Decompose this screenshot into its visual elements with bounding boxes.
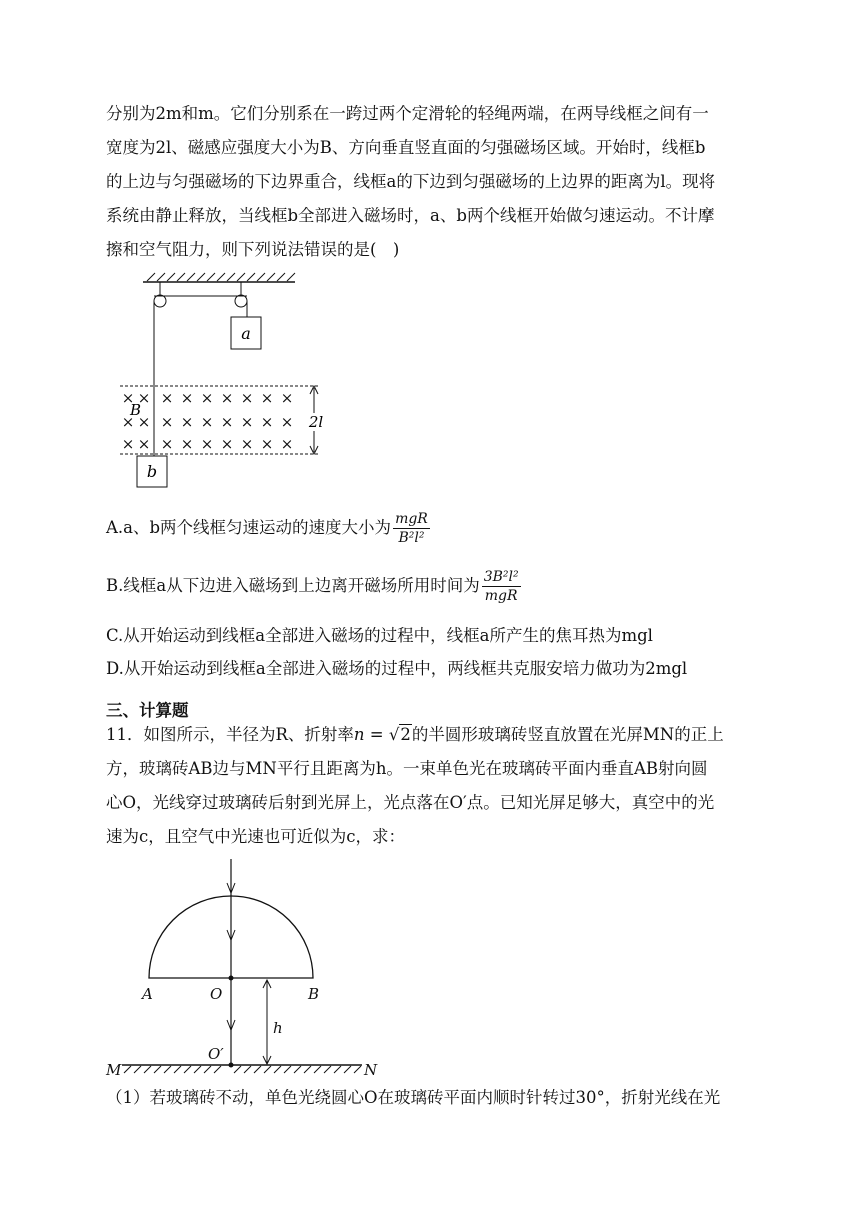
problem11-sub1: （1）若玻璃砖不动，单色光绕圆心O在玻璃砖平面内顺时针转过30°，折射光线在光 — [106, 1088, 721, 1107]
svg-text:×: × — [137, 435, 151, 453]
label-O: O — [210, 985, 223, 1003]
svg-text:×: × — [200, 389, 214, 407]
label-b: b — [146, 462, 158, 481]
label-M: M — [106, 1061, 122, 1079]
svg-text:×: × — [280, 435, 294, 453]
label-B: B — [130, 401, 142, 419]
svg-text:×: × — [121, 435, 135, 453]
svg-text:×: × — [121, 389, 135, 407]
svg-text:×: × — [220, 389, 234, 407]
svg-text:×: × — [200, 413, 214, 431]
problem10-line-3: 的上边与匀强磁场的下边界重合，线框a的下边到匀强磁场的上边界的距离为l。现将 — [106, 172, 716, 191]
svg-text:×: × — [240, 413, 254, 431]
svg-text:×: × — [260, 389, 274, 407]
svg-text:×: × — [121, 413, 135, 431]
svg-text:×: × — [137, 413, 151, 431]
label-2l: 2l — [308, 413, 324, 431]
problem11-line-4: 速为c，且空气中光速也可近似为c，求： — [106, 827, 405, 846]
problem11-line-1: 11．如图所示，半径为R、折射率n = √2的半圆形玻璃砖竖直放置在光屏MN的正上 — [106, 725, 724, 744]
label-N: N — [364, 1061, 378, 1079]
svg-text:×: × — [160, 435, 174, 453]
svg-text:×: × — [220, 413, 234, 431]
label-A: A — [142, 985, 153, 1003]
svg-text:×: × — [240, 389, 254, 407]
label-a: a — [241, 324, 251, 343]
label-B: B — [308, 985, 320, 1003]
section-title: 三、计算题 — [106, 701, 189, 720]
svg-text:×: × — [260, 435, 274, 453]
svg-text:×: × — [280, 389, 294, 407]
svg-text:×: × — [240, 435, 254, 453]
svg-text:×: × — [180, 413, 194, 431]
svg-text:×: × — [200, 435, 214, 453]
problem11-line-3: 心O，光线穿过玻璃砖后射到光屏上，光点落在O′点。已知光屏足够大，真空中的光 — [106, 793, 715, 812]
pulley-magnetic-field-figure — [110, 270, 330, 492]
option-a: A.a、b两个线框匀速运动的速度大小为 $\frac{\text{mgR}}{\text{B²l²}}$ — [106, 511, 428, 546]
problem10-line-5: 擦和空气阻力，则下列说法错误的是( ) — [106, 240, 400, 259]
label-O-prime: O′ — [208, 1045, 224, 1063]
svg-text:×: × — [280, 413, 294, 431]
problem11-line-2: 方，玻璃砖AB边与MN平行且距离为h。一束单色光在玻璃砖平面内垂直AB射向圆 — [106, 759, 708, 778]
option-b: B.线框a从下边进入磁场到上边离开磁场所用时间为 $\frac{\text{3B²l²}}{\text{mgR}}$ — [106, 569, 519, 604]
svg-text:×: × — [160, 413, 174, 431]
problem10-line-4: 系统由静止释放，当线框b全部进入磁场时，a、b两个线框开始做匀速运动。不计摩 — [106, 206, 715, 225]
semicircle-glass-figure — [100, 855, 390, 1080]
svg-text:×: × — [260, 413, 274, 431]
svg-text:×: × — [180, 389, 194, 407]
problem10-line-1: 分别为2m和m。它们分别系在一跨过两个定滑轮的轻绳两端，在两导线框之间有一 — [106, 104, 709, 123]
svg-text:×: × — [180, 435, 194, 453]
label-h: h — [273, 1019, 283, 1037]
problem10-line-2: 宽度为2l、磁感应强度大小为B、方向垂直竖直面的匀强磁场区域。开始时，线框b — [106, 138, 706, 157]
option-d: D.从开始运动到线框a全部进入磁场的过程中，两线框共克服安培力做功为2mgl — [106, 659, 688, 678]
svg-text:×: × — [220, 435, 234, 453]
option-c: C.从开始运动到线框a全部进入磁场的过程中，线框a所产生的焦耳热为mgl — [106, 626, 653, 645]
svg-text:×: × — [137, 389, 151, 407]
svg-text:×: × — [160, 389, 174, 407]
